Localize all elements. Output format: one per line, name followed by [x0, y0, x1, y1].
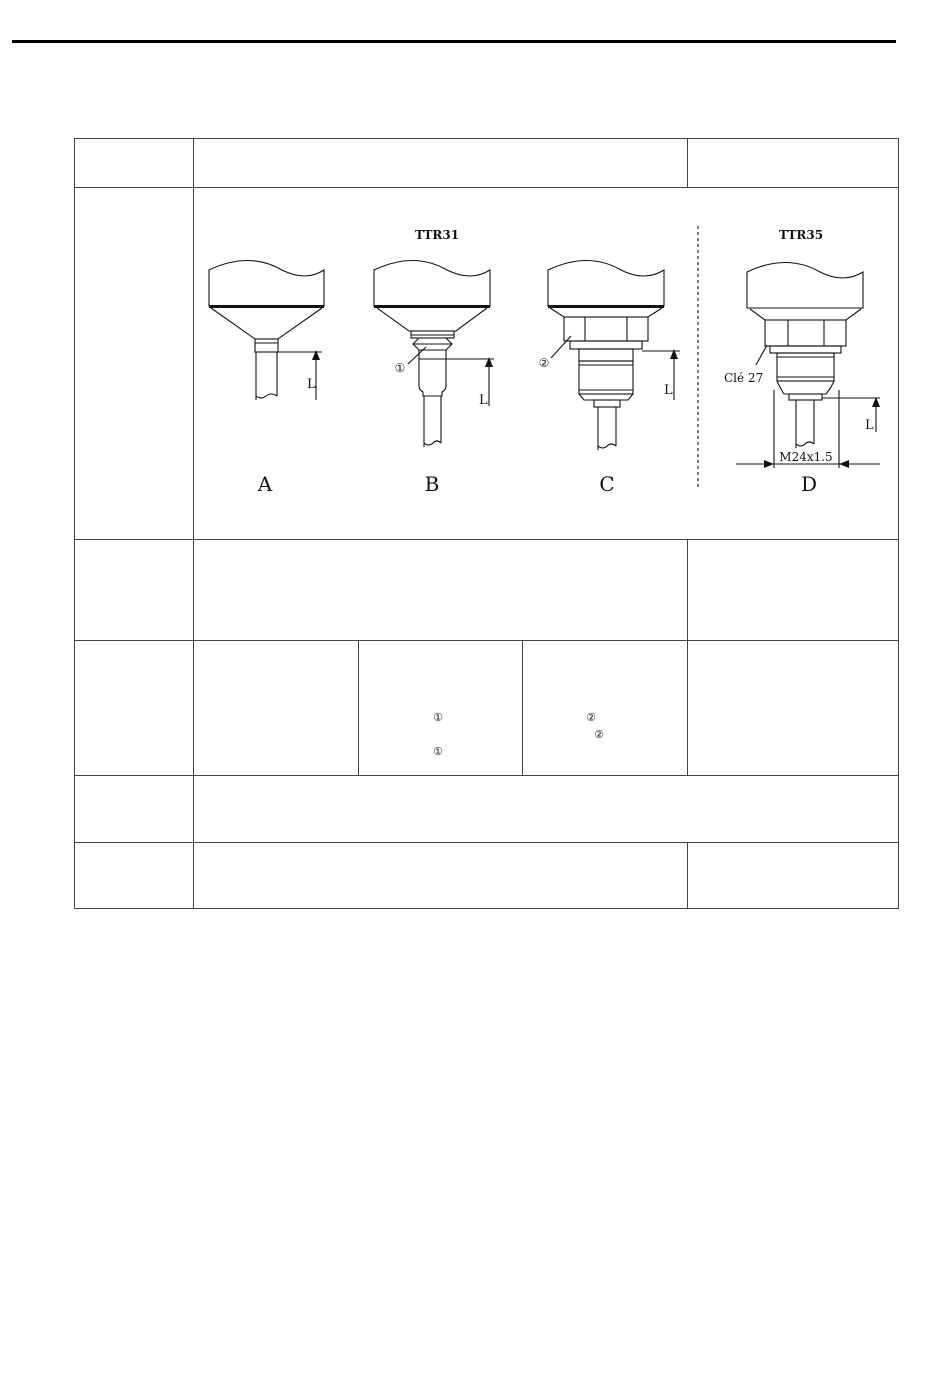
- variant-d-label: D: [800, 472, 818, 496]
- ttr31-label: TTR31: [414, 228, 460, 242]
- rod-c-break: [598, 444, 616, 448]
- housing-c-base: [548, 305, 664, 308]
- housing-b-base: [374, 305, 490, 308]
- cone-b: [377, 308, 487, 331]
- cone-d: [750, 309, 861, 320]
- row4-col3-note-2: ②: [594, 728, 604, 741]
- cone-a: [211, 308, 322, 339]
- thread-c: [579, 361, 633, 394]
- housing-d: [747, 263, 863, 309]
- thread-d-flare: [777, 381, 834, 394]
- variant-c-label: C: [599, 472, 615, 496]
- housing-b: [374, 261, 490, 307]
- fitting-body-b: [419, 350, 446, 396]
- variant-b-label: B: [424, 472, 440, 496]
- table-border: [75, 139, 899, 909]
- thread-label: M24x1.5: [779, 450, 833, 464]
- drawing-variant-b: [374, 261, 494, 497]
- row4-col2-note-1: ①: [433, 711, 443, 724]
- page-top-rule: [12, 40, 896, 43]
- tip-collar-d: [789, 394, 822, 400]
- callout-1-marker: ①: [394, 361, 406, 375]
- wrench-leader: [756, 345, 767, 365]
- drawing-variant-c: [539, 261, 680, 497]
- ttr35-label: TTR35: [778, 228, 824, 242]
- dim-d-label: L: [865, 418, 874, 433]
- thread-dim-arrow-right: [839, 460, 849, 468]
- shoulder-c: [570, 341, 642, 349]
- callout-2-marker: ②: [538, 356, 550, 370]
- thread-c-chamfer: [579, 394, 633, 400]
- shoulder-d: [770, 346, 841, 353]
- housing-a: [209, 261, 324, 307]
- drawing-variant-d: [724, 263, 880, 497]
- cone-c: [550, 308, 662, 317]
- dim-a-label: L: [307, 377, 316, 392]
- collar-a: [255, 339, 278, 352]
- row4-col2-note-2: ①: [433, 745, 443, 758]
- wrench-label: Clé 27: [724, 371, 764, 385]
- connection-drawings: [209, 226, 880, 496]
- housing-a-base: [209, 305, 324, 308]
- spec-table-sheet: [74, 138, 900, 914]
- dim-b-label: L: [479, 393, 488, 408]
- callout-1-leader: [408, 347, 426, 364]
- rod-d-break: [796, 442, 814, 446]
- hex-c: [564, 317, 648, 341]
- drawing-variant-a: [209, 261, 324, 497]
- callout-2-leader: [551, 336, 571, 358]
- rod-b-break: [424, 441, 441, 445]
- tip-collar-c: [594, 400, 620, 407]
- neck-c: [579, 349, 633, 361]
- spec-table: [74, 138, 900, 910]
- hex-d: [765, 320, 846, 346]
- variant-a-label: A: [257, 472, 273, 496]
- rod-a-break: [256, 394, 277, 398]
- row4-col3-note-1: ②: [586, 711, 596, 724]
- table-grid: [74, 138, 899, 909]
- thread-dim-arrow-left: [764, 460, 774, 468]
- dim-c-label: L: [664, 383, 673, 398]
- housing-c: [548, 261, 664, 307]
